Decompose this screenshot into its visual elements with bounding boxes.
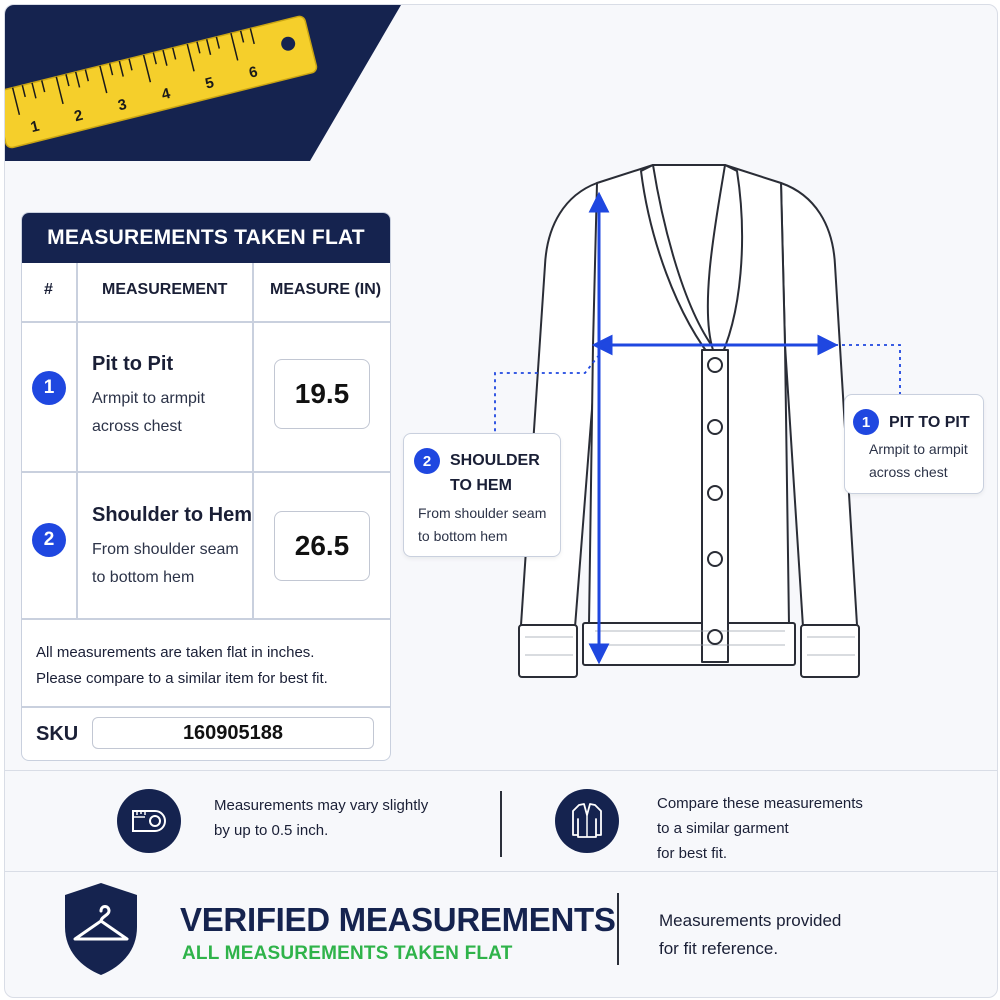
measurement-value: 19.5 bbox=[274, 359, 370, 429]
strip-divider bbox=[500, 791, 502, 857]
info-line: for best fit. bbox=[657, 845, 728, 862]
ruler-number-2: 2 bbox=[72, 106, 85, 126]
ruler-number-4: 4 bbox=[159, 85, 173, 104]
measurement-value: 26.5 bbox=[274, 511, 370, 581]
column-divider bbox=[252, 263, 254, 618]
row-divider bbox=[22, 618, 390, 620]
info-line: Measurements may vary slightly bbox=[214, 797, 429, 814]
info-line: by up to 0.5 inch. bbox=[214, 822, 329, 839]
table-title: MEASUREMENTS TAKEN FLAT bbox=[22, 213, 390, 263]
callout-title: PIT TO PIT bbox=[889, 414, 970, 431]
callout-description bbox=[869, 438, 968, 484]
callout-title-line: TO HEM bbox=[450, 477, 512, 494]
variance-note bbox=[214, 793, 428, 843]
tape-measure-icon bbox=[117, 789, 181, 853]
callout-number-badge: 1 bbox=[853, 409, 879, 435]
measurement-note bbox=[36, 640, 328, 692]
tape-banner bbox=[5, 5, 405, 165]
info-line: to a similar garment bbox=[657, 820, 789, 837]
shoulder-to-hem-callout bbox=[403, 433, 561, 557]
measurement-description: From shoulder seam to bottom hem bbox=[92, 541, 239, 586]
infographic-frame bbox=[4, 4, 998, 998]
ruler-number-6: 6 bbox=[247, 63, 260, 82]
measurement-name: Shoulder to Hem bbox=[92, 504, 253, 526]
cardigan-icon bbox=[555, 789, 619, 853]
callout-description-line: Armpit to armpit bbox=[869, 441, 968, 457]
callout-title bbox=[450, 448, 540, 498]
callout-description bbox=[418, 502, 546, 548]
verified-note bbox=[659, 907, 841, 963]
verified-note-line: for fit reference. bbox=[659, 939, 779, 958]
row-divider bbox=[22, 471, 390, 473]
measurement-description: Armpit to armpit across chest bbox=[92, 390, 205, 435]
row-divider bbox=[22, 706, 390, 708]
ruler-number-5: 5 bbox=[203, 74, 216, 93]
sku-label: SKU bbox=[36, 723, 79, 745]
note-line: Please compare to a similar item for best fit. bbox=[36, 670, 328, 687]
header-number: # bbox=[44, 281, 53, 298]
header-measure: MEASURE (IN) bbox=[270, 281, 382, 298]
verified-subtitle: ALL MEASUREMENTS TAKEN FLAT bbox=[182, 943, 513, 964]
callout-title-line: SHOULDER bbox=[450, 452, 540, 469]
verified-note-line: Measurements provided bbox=[659, 911, 842, 930]
cardigan-illustration bbox=[485, 155, 905, 695]
ruler-number-1: 1 bbox=[28, 117, 42, 137]
row-divider bbox=[22, 321, 390, 323]
measurement-table-card bbox=[21, 212, 391, 761]
info-strip bbox=[5, 770, 997, 872]
note-line: All measurements are taken flat in inches. bbox=[36, 644, 315, 661]
verified-divider bbox=[617, 893, 619, 965]
row-number-badge: 1 bbox=[32, 371, 66, 405]
info-line: Compare these measurements bbox=[657, 795, 863, 812]
hanger-shield-icon bbox=[61, 881, 141, 977]
ruler-number-3: 3 bbox=[116, 95, 129, 115]
measurement-name: Pit to Pit bbox=[92, 353, 174, 375]
callout-description-line: to bottom hem bbox=[418, 528, 508, 544]
callout-description-line: across chest bbox=[869, 464, 948, 480]
sku-value: 160905188 bbox=[92, 717, 374, 749]
column-divider bbox=[76, 263, 78, 618]
compare-note bbox=[657, 791, 863, 866]
header-measurement: MEASUREMENT bbox=[102, 281, 228, 298]
row-number-badge: 2 bbox=[32, 523, 66, 557]
pit-to-pit-callout bbox=[844, 394, 984, 494]
verified-title: VERIFIED MEASUREMENTS bbox=[180, 901, 616, 938]
callout-number-badge: 2 bbox=[414, 448, 440, 474]
callout-description-line: From shoulder seam bbox=[418, 505, 547, 521]
